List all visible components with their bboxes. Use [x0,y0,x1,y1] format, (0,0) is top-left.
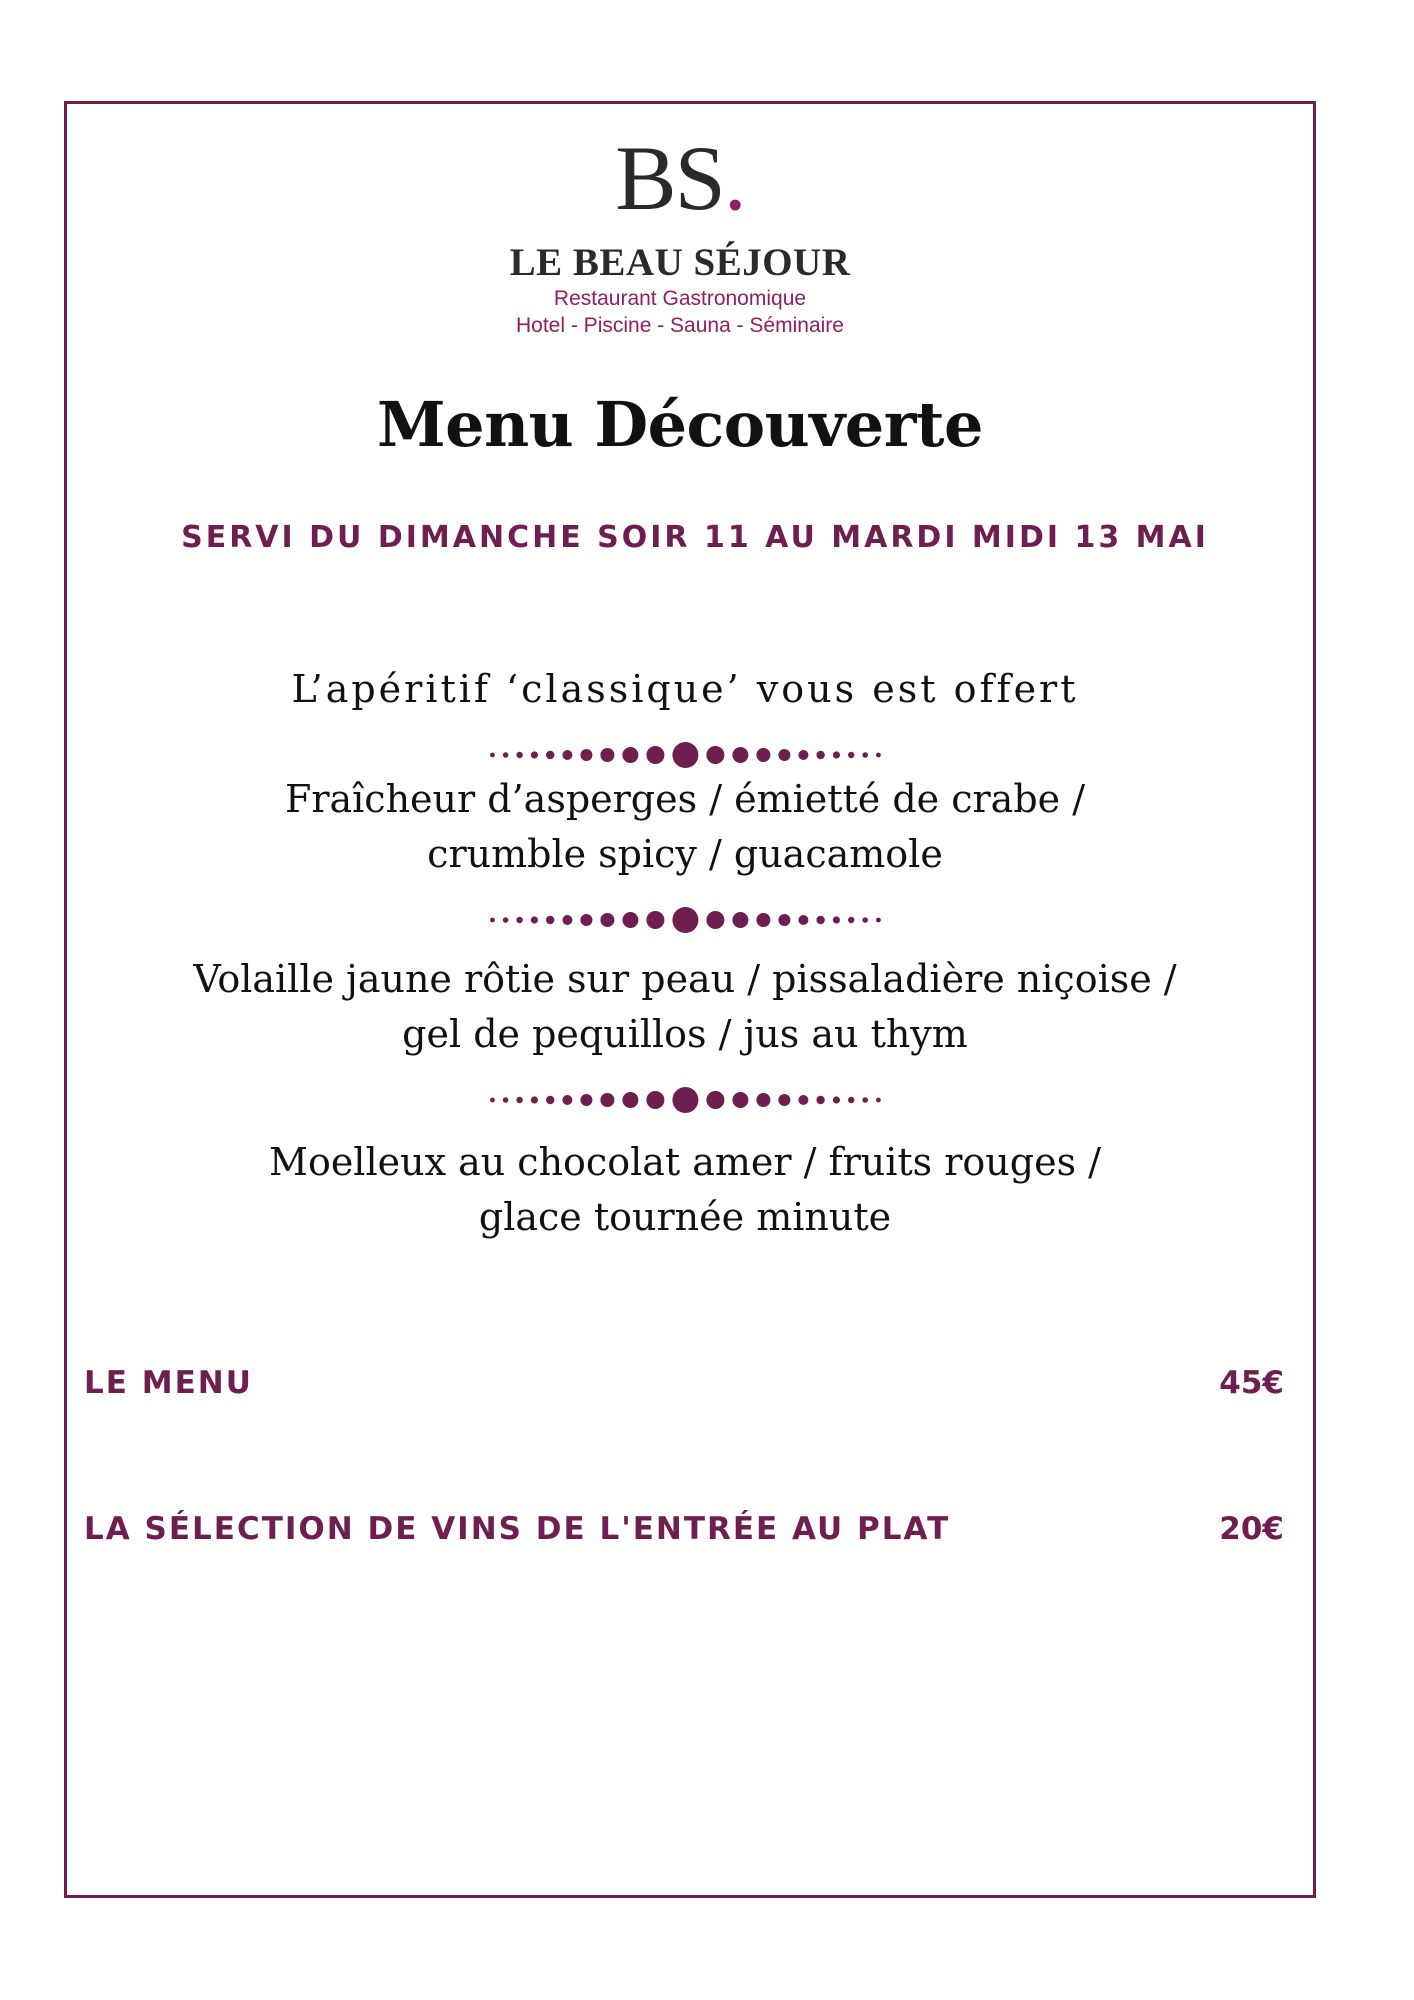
divider-dot [600,748,614,762]
divider-dot [832,916,839,923]
divider-dot [516,752,522,758]
price-value: 45€ [1219,1365,1284,1401]
divider-dot [862,1097,868,1103]
divider-dot [622,747,638,763]
course-line: Volaille jaune rôtie sur peau / pissaladière niçoise / [193,957,1177,1001]
divider-dot [580,1094,592,1106]
divider-dot [798,1095,808,1105]
divider-dot [798,915,808,925]
service-dates: SERVI DU DIMANCHE SOIR 11 AU MARDI MIDI 13 MAI [181,520,1209,555]
divider-dot [816,916,824,924]
logo-dot: . [723,127,745,229]
divider-dot [672,742,698,768]
dotted-divider-icon [0,1085,1370,1115]
brand-tagline-1: Restaurant Gastronomique [553,287,807,310]
course-line: gel de pequillos / jus au thym [402,1012,968,1056]
divider-dot [798,750,808,760]
divider-dot [706,911,724,929]
divider-dot [646,911,664,929]
divider-dot [862,917,868,923]
divider-dot [530,1096,537,1103]
divider-dot [778,749,790,761]
divider-dot [562,750,572,760]
divider-dot [502,1097,508,1103]
logo-letters: BS [615,127,724,229]
divider-dot [490,753,495,758]
divider-dot [580,749,592,761]
divider-dot [848,1097,854,1103]
divider-dot [778,914,790,926]
divider-dot [490,918,495,923]
course-line: glace tournée minute [478,1195,892,1239]
divider-dot [876,753,881,758]
divider-dot [672,907,698,933]
divider-dot [832,1096,839,1103]
brand-tagline-2: Hotel - Piscine - Sauna - Séminaire [516,314,844,337]
divider-dot [546,916,554,924]
dotted-divider-icon [0,740,1370,770]
course-line: Moelleux au chocolat amer / fruits rouges / [269,1140,1101,1184]
menu-title: Menu Découverte [377,388,983,461]
brand-name: LE BEAU SÉJOUR [509,241,851,284]
divider-dot [490,1098,495,1103]
divider-dot [516,1097,522,1103]
divider-dot [848,752,854,758]
divider-dot [756,1093,770,1107]
divider-dot [530,916,537,923]
divider-dot [672,1087,698,1113]
divider-dot [562,1095,572,1105]
dotted-divider-icon [0,905,1370,935]
divider-dot [546,1096,554,1104]
divider-dot [706,1091,724,1109]
divider-dot [646,746,664,764]
course-line: Fraîcheur d’asperges / émietté de crabe / [284,777,1086,821]
divider-dot [706,746,724,764]
divider-dot [848,917,854,923]
divider-dot [502,752,508,758]
divider-dot [732,747,748,763]
divider-dots [488,740,883,770]
divider-dot [756,913,770,927]
divider-dot [600,913,614,927]
course-line: crumble spicy / guacamole [427,832,943,876]
divider-dots [488,1085,883,1115]
divider-dot [622,1092,638,1108]
divider-dot [732,1092,748,1108]
divider-dot [502,917,508,923]
divider-dot [562,915,572,925]
divider-dot [816,751,824,759]
divider-dot [530,751,537,758]
course-main [0,952,1370,1062]
aperitif-line: L’apéritif ‘classique’ vous est offert [291,667,1079,711]
divider-dots [488,905,883,935]
divider-dot [816,1096,824,1104]
price-label: LE MENU [84,1365,253,1401]
divider-dot [732,912,748,928]
divider-dot [876,1098,881,1103]
price-label: LA SÉLECTION DE VINS DE L'ENTRÉE AU PLAT [84,1511,951,1547]
brand-logo [0,127,1360,229]
divider-dot [580,914,592,926]
divider-dot [756,748,770,762]
divider-dot [646,1091,664,1109]
divider-dot [600,1093,614,1107]
divider-dot [516,917,522,923]
course-starter [0,772,1370,882]
divider-dot [778,1094,790,1106]
course-dessert [0,1135,1370,1245]
divider-dot [862,752,868,758]
price-value: 20€ [1219,1511,1284,1547]
divider-dot [546,751,554,759]
divider-dot [876,918,881,923]
divider-dot [832,751,839,758]
divider-dot [622,912,638,928]
